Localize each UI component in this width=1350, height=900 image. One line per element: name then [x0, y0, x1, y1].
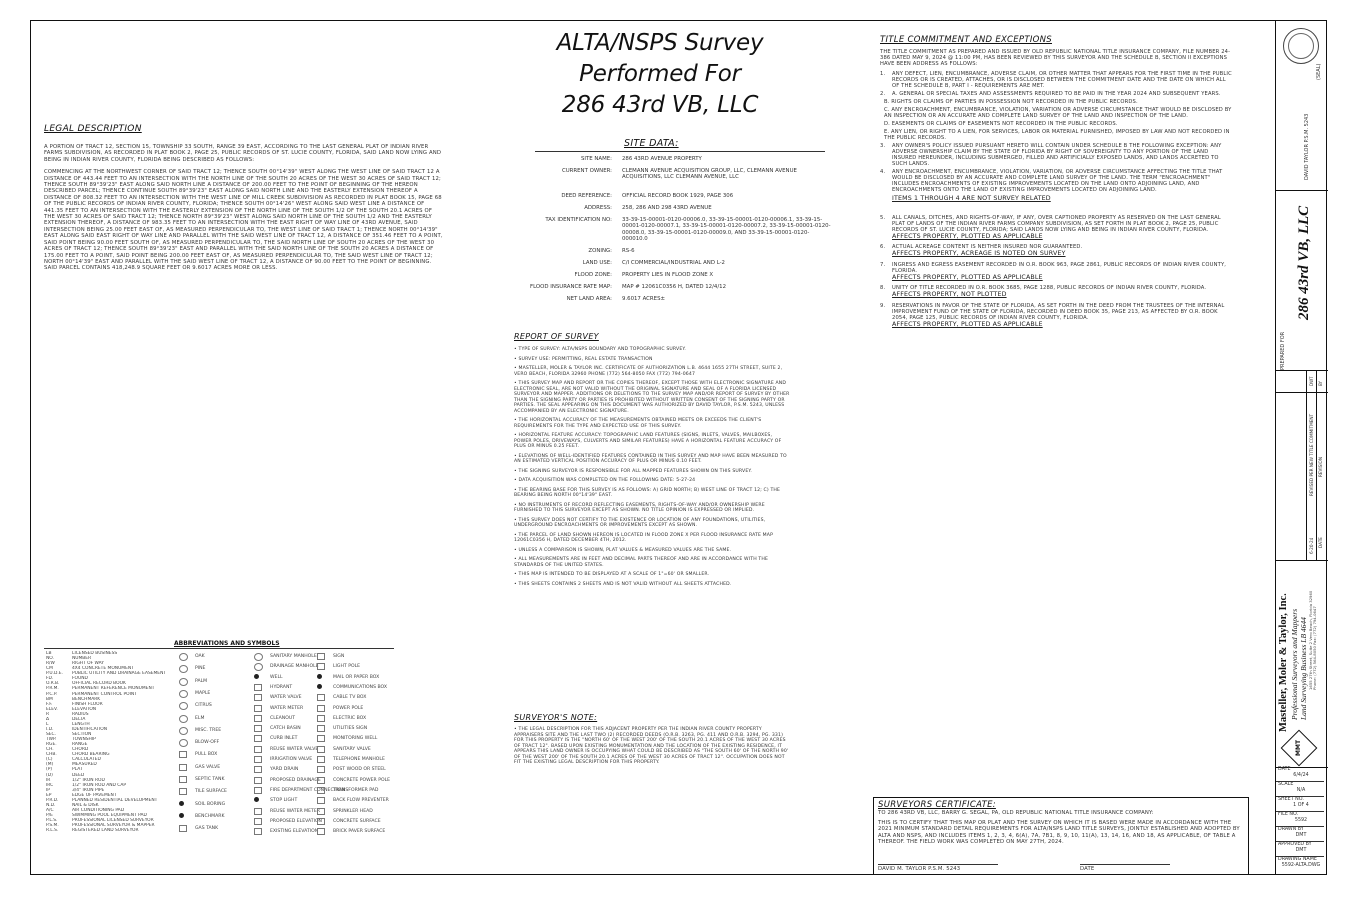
abbreviation-meaning: CALCULATED — [72, 757, 101, 763]
abbreviation-code: IR — [46, 777, 51, 783]
legend-symbol-icon — [254, 684, 262, 691]
abbreviation-code: CH. — [46, 747, 54, 753]
legend-symbol-label: SOIL BORING — [195, 801, 226, 807]
legend-symbol-label: MISC. TREE — [195, 727, 222, 733]
abbreviation-meaning: PROFESSIONAL LICENSED SURVEYOR — [72, 818, 154, 824]
abbreviation-meaning: DEED — [72, 772, 85, 778]
seal-signer: DAVID TAYLOR P.S.M. 5243 — [1304, 113, 1310, 180]
report-heading: REPORT OF SURVEY — [514, 332, 599, 341]
legend-symbol-icon — [254, 787, 262, 794]
abbreviation-meaning: PLANNED RESIDENTIAL DEVELOPMENT — [72, 797, 158, 803]
abbreviation-code: ELEV. — [46, 706, 58, 712]
legend-symbol-label: CURB INLET — [270, 736, 298, 742]
legend-symbol-icon — [317, 715, 325, 722]
tb-by-label: BY — [1318, 381, 1323, 386]
legend-symbol-label: HYDRANT — [270, 684, 293, 690]
abbreviation-meaning: BENCHMARK — [72, 696, 101, 702]
exception-status: AFFECTS PROPERTY, PLOTTED AS APPLICABLE — [892, 320, 1043, 328]
legend-symbol-label: BENCHMARK — [195, 813, 225, 819]
seal-inner-ring — [1288, 33, 1314, 59]
legend-symbol-icon — [179, 764, 187, 771]
legend-symbol-icon — [317, 694, 325, 701]
legal-para-2: COMMENCING AT THE NORTHWEST CORNER OF SAID TRACT 12; THENCE SOUTH 00°14'39" WEST ALONG THE WEST LINE OF SAID TRACT 12 A DISTANCE OF 443.44 FEET TO AN INTERSECTION WITH THE NORTH LINE OF THE SOUTH 20 ACRES OF THE WEST 30 ACRES OF SAID TRACT 12; THENCE SOUTH 89°39'23" EAST ALONG SAID NORTH LINE A DISTANCE OF 200.00 FEET TO THE POINT OF BEGINNING OF THE HEREON DESCRIBED PARCEL; THENCE CONTINUE SOUTH 89°39'23" EAST ALONG SAID NORTH LINE AND THE EASTERLY EXTENSION THEREOF A DISTANCE OF 808.32 FEET TO AN INTERSECTION WITH THE WEST LINE OF MILL CREEK SUBDIVISION AS RECORDED IN PLAT BOOK 15, PAGE 68 OF THE PUBLIC RECORDS OF INDIAN RIVER COUNTY, FLORIDA; THENCE SOUTH 00°14'26" WEST ALONG SAID WEST LINE A DISTANCE OF 441.35 FEET TO AN INTERSECTION WITH THE EASTERLY EXTENSION OF THE NORTH LINE OF THE SOUTH 1/2 OF THE SOUTH 20.1 ACRES OF THE WEST 30 ACRES OF SAID TRACT 12; THENCE NORTH 89°39'23" WEST ALONG SAID NORTH LINE OF THE SOUTH 1/2 AND THE EASTERLY EXTENSION THEREOF, A DISTANCE OF 983.35 FEET TO AN INTERSECTION WITH THE EAST RIGHT OF WAY LINE OF 43RD AVENUE, SAID INTERSECTION BEING 25.00 FEET EAST OF, AS MEASURED PERPENDICULAR TO, THE WEST LINE OF SAID TRACT 1; THENCE NORTH 00°14'39" EAST ALONG SAID EAST RIGHT OF WAY LINE AND PARALLEL WITH THE SAID WEST LINE OF TRACT 12, A DISTANCE OF 351.46 FEET TO A POINT, SAID POINT BEING 90.00 FEET SOUTH OF, AS MEASURED PERPENDICULAR TO, THE SAID NORTH LINE OF SOUTH 20 ACRES OF THE WEST 30 ACRES OF TRACT 12; THENCE SOUTH 89°39'23" EAST AND PARALLEL WITH THE SAID NORTH LINE OF THE SOUTH 20 ACRES A DISTANCE OF 175.00 FEET TO A POINT, SAID POINT BEING 200.00 FEET EAST OF, AS MEASURED PERPENDICULAR TO, THE SAID WEST LINE OF TRACT 12; NORTH 00°14'39" EAST AND PARALLEL WITH THE SAID WEST LINE OF TRACT 12, A DISTANCE OF 90.00 FEET TO THE POINT OF BEGINNING. SAID PARCEL CONTAINS 418,248.9 SQUARE FEET OR 9.6017 ACRES MORE OR LESS. — [44, 169, 443, 272]
legend-symbol-icon — [317, 818, 325, 825]
abbreviation-meaning: ELEVATION — [72, 706, 97, 712]
exception-note: ITEMS 1 THROUGH 4 ARE NOT SURVEY RELATED — [892, 195, 1051, 202]
tb-company-sub2: Land Surveying Business LB 4644 — [1299, 617, 1308, 720]
title-block — [1275, 20, 1327, 875]
seal — [1283, 28, 1319, 64]
exception-status: AFFECTS PROPERTY, PLOTTED AS APPLICABLE — [892, 273, 1043, 281]
legend-symbol-label: REUSE WATER VALVE — [270, 746, 319, 752]
abbreviation-code: NO. — [46, 656, 54, 662]
legend-symbol-icon — [317, 808, 325, 815]
legend-symbol-label: TRANSFORMER PAD — [333, 787, 379, 793]
abbreviation-code: L — [46, 721, 49, 727]
legend-symbol-icon — [254, 705, 262, 712]
report-item: • THIS SURVEY MAP AND REPORT OR THE COPIES THEREOF, EXCEPT THOSE WITH ELECTRONIC SIGNATURE AND ELECTRONIC SEAL, ARE NOT VALID WITHOUT THE ORIGINAL SIGNATURE AND SEAL OF A FLORIDA LICENSED SURVEYOR AND MAPPER. ADDITIONS OR DELETIONS TO THE SURVEY MAP AND/OR REPORT OF SURVEY BY OTHER THAN THE SIGNING PARTY OR PARTIES IS PROHIBITED WITHOUT WRITTEN CONSENT OF THE SIGNING PARTY OR PARTIES. THE SEAL APPEARING ON THIS DOCUMENT WAS AUTHORIZED BY DAVID TAYLOR, P.S.M. 5243, UNLESS ACCOMPANIED BY AN ELECTRONIC SIGNATURE. — [514, 381, 790, 414]
legend-symbol-label: SANITARY VALVE — [333, 746, 371, 752]
tb-company-address: 1655 27th Street, Suite 2 Vero Beach, Florida 32960 Phone: (772) 564-8050 Fax: (772) 794-0647 — [1308, 590, 1318, 690]
abbreviation-code: (D) — [46, 772, 53, 778]
abbreviation-code: O.R.B. — [46, 681, 60, 687]
legend-symbol-icon — [179, 739, 188, 747]
abbreviation-code: P.S.M. — [46, 823, 59, 829]
abbreviation-code: P.R.D. — [46, 797, 59, 803]
legend-symbol-icon — [317, 674, 322, 679]
abbreviation-meaning: OFFICIAL RECORD BOOK — [72, 681, 126, 687]
legend-symbol-icon — [179, 690, 188, 698]
legend-symbol-label: YARD DRAIN — [270, 767, 299, 773]
tb-divider — [1276, 370, 1328, 371]
abbreviation-code: P/E — [46, 813, 53, 818]
legend-symbol-icon — [179, 788, 187, 795]
tb-field: APPROVED BY DMT — [1276, 842, 1324, 857]
legend-symbol-icon — [179, 776, 187, 783]
abbreviation-code: N.D. — [46, 802, 56, 808]
abbreviation-meaning: TOWNSHIP — [72, 737, 96, 743]
legend-symbol-icon — [317, 684, 322, 689]
legend-symbol-icon — [317, 787, 325, 794]
report-item: • DATA ACQUISITION WAS COMPLETED ON THE FOLLOWING DATE: 5-27-24 — [514, 478, 696, 483]
abbreviation-code: P.U.D.E. — [46, 671, 63, 677]
exception-status: AFFECTS PROPERTY, NOT PLOTTED — [892, 291, 1007, 298]
legend-symbol-icon — [254, 777, 262, 784]
legend-symbol-icon — [179, 727, 188, 735]
title-line-1: ALTA/NSPS Survey — [556, 30, 764, 56]
abbreviation-meaning: MEASURED — [72, 762, 97, 768]
abbreviation-code: FD. — [46, 676, 54, 682]
legal-heading: LEGAL DESCRIPTION — [44, 124, 142, 134]
legend-symbol-icon — [254, 828, 262, 835]
legend-symbol-icon — [179, 653, 188, 661]
abbreviation-meaning: NAIL & DISK — [72, 802, 99, 808]
legend-symbol-label: SPRINKLER HEAD — [333, 808, 373, 814]
legend-symbol-label: CATCH BASIN — [270, 726, 301, 732]
exception-item: 8. UNITY OF TITLE RECORDED IN O.R. BOOK 3685, PAGE 1288, PUBLIC RECORDS OF INDIAN RIVER COUNTY, FLORIDA. AFFECTS PROPERTY, NOT PLOTTED — [880, 285, 1232, 299]
abbreviation-meaning: RIGHT OF WAY — [72, 661, 104, 667]
abbreviation-meaning: PUBLIC UTILITY AND DRAINAGE EASEMENT — [72, 671, 167, 677]
exception-status: AFFECTS PROPERTY, ACREAGE IS NOTED ON SURVEY — [892, 250, 1066, 257]
report-item: • UNLESS A COMPARISON IS SHOWN, PLAT VALUES & MEASURED VALUES ARE THE SAME. — [514, 547, 732, 553]
legend-symbol-label: UTILITIES SIGN — [333, 726, 368, 732]
report-item: • THE SIGNING SURVEYOR IS RESPONSIBLE FOR ALL MAPPED FEATURES SHOWN ON THIS SURVEY. — [514, 468, 753, 474]
legend-symbol-icon — [317, 777, 325, 784]
abbreviation-meaning: RADIUS — [72, 711, 89, 717]
legend-symbol-label: GAS TANK — [195, 826, 219, 832]
legal-description — [44, 124, 444, 272]
report-item: • ALL MEASUREMENTS ARE IN FEET AND DECIMAL PARTS THEREOF AND ARE IN ACCORDANCE WITH THE STANDARDS OF THE UNITED STATES. — [514, 557, 769, 568]
exception-item: C. ANY ENCROACHMENT, ENCUMBRANCE, VIOLATION, VARIATION OR ADVERSE CIRCUMSTANCE THAT WOULD BE DISCLOSED BY AN INSPECTION OR AN ACCURATE AND COMPLETE LAND SURVEY OF THE LAND AND INSPECTION OF THE LAND. — [884, 107, 1232, 119]
legend-symbol-label: DRAINAGE MANHOLE — [270, 664, 319, 670]
abbreviation-code: F.F. — [46, 701, 53, 707]
legend-symbol-icon — [317, 705, 325, 712]
abbreviation-code: (M) — [46, 762, 54, 768]
title-commitment-heading: TITLE COMMITMENT AND EXCEPTIONS — [880, 35, 1052, 45]
abbreviation-code: IP — [46, 787, 50, 793]
legend-symbol-icon — [179, 702, 188, 710]
abbreviation-meaning: SWIMMING POOL EQUIPMENT PAD — [72, 813, 147, 818]
legend-symbol-icon — [317, 766, 325, 773]
report-of-survey — [514, 332, 790, 591]
legend-symbol-label: SIGN — [333, 654, 345, 659]
tb-prepared-for: PREPARED FOR — [1280, 331, 1286, 370]
legend-symbol-icon — [254, 766, 262, 773]
legend-symbol-label: PINE — [195, 666, 206, 672]
legend-symbol-icon — [317, 725, 325, 732]
report-item: • MASTELLER, MOLER & TAYLOR INC. CERTIFICATE OF AUTHORIZATION L.B. 4644 1655 27TH STREET, SUITE 2, VERO BEACH, FLORIDA 32960 PHONE (772) 564-8050 FAX (772) 794-0647 — [514, 366, 783, 377]
abbreviation-code: (C) — [46, 757, 53, 763]
legend-symbol-icon — [317, 756, 325, 763]
legend-symbol-icon — [254, 694, 262, 701]
abbreviation-meaning: 4X4 CONCRETE MONUMENT — [72, 666, 134, 672]
tb-revision-text: REVISED PER NEW TITLE COMMITMENT — [1309, 413, 1314, 496]
site-data: SITE DATA: SITE NAME: 286 43RD AVENUE PROPERTY CURRENT OWNER: CLEMANN AVENUE ACQUISITION GROUP, LLC, CLEMANN AVENUE ACQUISITIONS, LLC CLEMANN AVENUE, LLC DEED REFERENCE: OFFICIAL RECORD BOOK 1929, PAGE 306 ADDRESS: 258, 286 AND 298 43RD AVENUE TAX IDENTIFICATION NO: 33-39-15-00001-0120-00006.0, 33-39-15-00001-0120-00006.1, 33-39-15-00001-0120-00007.1, 33-39-15-00001-0120-00007.2, 33-39-15-00001-0120-00008.0, 33-39-15-00001-0120-00009.0, AND 33-39-15-00001-0120-000010.0 ZONING: RS-6 LAND USE: C/I COMMERCIAL/INDUSTRIAL AND L-2 FLOOD ZONE: PROPERTY LIES IN FLOOD ZONE X FLOOD INSURANCE RATE MAP: MAP # 12061C0356 H, DATED 12/4/12 NET LAND AREA: 9.6017 ACRES± — [530, 138, 831, 302]
title-commitment-intro: THE TITLE COMMITMENT AS PREPARED AND ISSUED BY OLD REPUBLIC NATIONAL TITLE INSURANCE COMPANY, FILE NUMBER 24-386 DATED MAY 9, 2024 @ 11:00 PM, HAS BEEN REVIEWED BY THIS SURVEYOR AND THE SCHEDULE B, SECTION II EXCEPTIONS HAVE BEEN ADDRESS AS FOLLOWS: — [880, 49, 1231, 67]
certificate-date-label: DATE — [1080, 864, 1170, 872]
legend-symbol-label: OAK — [195, 654, 205, 659]
legend-symbol-label: CONCRETE POWER POLE — [333, 777, 391, 783]
legend-symbol-icon — [179, 825, 187, 832]
certificate-signer: DAVID M. TAYLOR P.S.M. 5243 — [878, 864, 998, 872]
report-list — [514, 347, 790, 587]
abbreviation-meaning: CHORD — [72, 747, 89, 753]
title-commitment — [880, 35, 1232, 332]
legend-symbol-icon — [179, 665, 188, 673]
legend-symbol-label: WATER METER — [270, 705, 304, 711]
abbreviation-code: RGE. — [46, 742, 57, 748]
legend-symbol-icon — [254, 756, 262, 763]
legend-symbol-icon — [254, 715, 262, 722]
abbreviation-meaning: DELTA — [72, 716, 86, 722]
legend-symbol-label: MONITORING WELL — [333, 736, 378, 742]
abbreviation-meaning: IDENTIFICATION — [72, 726, 107, 732]
legend-symbol-label: BRICK PAVER SURFACE — [333, 829, 386, 835]
legend-symbol-label: COMMUNICATIONS BOX — [333, 684, 388, 690]
exception-list — [880, 71, 1232, 328]
legend-symbol-label: POWER POLE — [333, 705, 364, 711]
tb-logo-text: MMT — [1295, 739, 1302, 756]
abbreviation-meaning: SECTION — [72, 732, 92, 737]
tb-revision-date: 6-20-24 — [1309, 537, 1314, 554]
exception-item: 7. INGRESS AND EGRESS EASEMENT RECORDED IN O.R. BOOK 963, PAGE 2861, PUBLIC RECORDS OF INDIAN RIVER COUNTY, FLORIDA. AFFECTS PROPERTY, PLOTTED AS APPLICABLE — [880, 262, 1232, 282]
tb-field: DRAWN BY DMT — [1276, 827, 1324, 842]
legend-symbol-label: ELECTRIC BOX — [333, 715, 367, 721]
report-item: • THE PARCEL OF LAND SHOWN HEREON IS LOCATED IN FLOOD ZONE X PER FLOOD INSURANCE RATE MAP 12061C0356 H, DATED DECEMBER 4TH, 2012. — [514, 532, 773, 543]
legend-symbol-label: BLOW-OFF — [195, 740, 220, 746]
legend-symbol-label: PROPOSED DRAINAGE — [270, 777, 321, 783]
legend-symbol-icon — [179, 801, 184, 806]
legend-symbol-label: GAS VALVE — [195, 764, 221, 770]
exception-status: AFFECTS PROPERTY, PLOTTED AS APPLICABLE — [892, 232, 1043, 240]
legend-symbol-icon — [254, 653, 263, 661]
legal-para-1: A PORTION OF TRACT 12, SECTION 15, TOWNSHIP 33 SOUTH, RANGE 39 EAST, ACCORDING TO THE LAST GENERAL PLAT OF INDIAN RIVER FARMS SUBDIVISION, AS RECORDED IN PLAT BOOK 2, PAGE 25, PUBLIC RECORDS OF ST. LUCIE COUNTY, FLORIDA, SAID LAND NOW LYING AND BEING IN INDIAN RIVER COUNTY, FLORIDA BEING DESCRIBED AS FOLLOWS: — [44, 144, 442, 163]
legend-symbol-icon — [254, 818, 262, 825]
abbreviation-code: SEC. — [46, 732, 57, 737]
abbreviation-meaning: FINISH FLOOR — [72, 701, 103, 707]
exception-item: 9. RESERVATIONS IN FAVOR OF THE STATE OF FLORIDA, AS SET FORTH IN THE DEED FROM THE TRUSTEES OF THE INTERNAL IMPROVEMENT FUND OF THE STATE OF FLORIDA, RECORDED IN DEED BOOK 35, PAGE 213, AS AFFECTED BY O.R. BOOK 2054, PAGE 125, PUBLIC RECORDS OF INDIAN RIVER COUNTY, FLORIDA. AFFECTS PROPERTY, PLOTTED AS APPLICABLE — [880, 303, 1232, 329]
report-item: • NO INSTRUMENTS OF RECORD REFLECTING EASEMENTS, RIGHTS-OF-WAY AND/OR OWNERSHIP WERE FURNISHED TO THIS SURVEYOR EXCEPT AS SHOWN. NO TITLE OPINION IS EXPRESSED OR IMPLIED. — [514, 502, 765, 513]
abbreviation-meaning: FOUND — [72, 676, 88, 682]
symbol-column-1 — [179, 654, 249, 839]
abbreviation-meaning: EDGE OF PAVEMENT — [72, 792, 117, 798]
legend-symbol-label: LIGHT POLE — [333, 664, 361, 670]
abbreviation-meaning: PERMANENT REFERENCE MONUMENT — [72, 686, 155, 692]
abbreviation-code: BM — [46, 696, 53, 702]
abbreviation-row — [46, 828, 176, 833]
tb-rev-col-line — [1316, 370, 1317, 560]
abbreviation-meaning: 3/4" IRON PIPE — [72, 787, 105, 793]
legend-symbol-label: IRRIGATION VALVE — [270, 757, 313, 762]
legend-symbol-label: CITRUS — [195, 703, 212, 709]
report-item: • HORIZONTAL FEATURE ACCURACY: TOPOGRAPHIC LAND FEATURES (SIGNS, INLETS, VALVES, MAILBOXES, POWER POLES, DRIVEWAYS, CULVERTS AND SIMILAR FEATURES) HAVE A HORIZONTAL FEATURE ACCURACY OF PLUS OR MINUS 0.25 FEET. — [514, 433, 782, 449]
tb-field: DATE 6/4/24 — [1276, 767, 1324, 782]
legend-symbol-label: WELL — [270, 674, 283, 680]
tb-company: Masteller, Moler & Taylor, Inc. — [1278, 593, 1289, 732]
tb-field: SCALE N/A — [1276, 782, 1324, 797]
legend-symbol-label: BACK FLOW PREVENTER — [333, 798, 389, 804]
report-item: • THE BEARING BASE FOR THIS SURVEY IS AS FOLLOWS: A) GRID NORTH; B) WEST LINE OF TRACT 12; C) THE BEARING BEING NORTH 00°14'39" EAST. — [514, 487, 781, 498]
legend-symbol-label: POST WOOD OR STEEL — [333, 767, 386, 773]
abbreviation-code: LB — [46, 651, 52, 656]
legend-symbol-label: FIRE DEPARTMENT CONNECTION — [270, 787, 345, 793]
report-item: • THIS MAP IS INTENDED TO BE DISPLAYED AT A SCALE OF 1"=60' OR SMALLER. — [514, 572, 710, 577]
tb-field: FILE NO. 5592 — [1276, 812, 1324, 827]
legend-symbol-icon — [254, 735, 262, 742]
legend-symbol-label: TILE SURFACE — [195, 789, 227, 795]
legend-symbol-label: MAPLE — [195, 690, 211, 696]
abbreviation-meaning: REGISTERED LAND SURVEYOR — [72, 828, 139, 834]
legend-symbol-icon — [254, 725, 262, 732]
legend-symbol-icon — [317, 653, 325, 660]
survey-title — [530, 28, 790, 121]
legend-symbol-label: REUSE WATER METER — [270, 808, 320, 814]
abbreviation-meaning: AIR CONDITIONING PAD — [72, 807, 125, 813]
tb-revision-header: REVISION — [1318, 457, 1323, 477]
legend-symbol-label: STOP LIGHT — [270, 798, 298, 804]
abbreviation-code: TWP. — [46, 737, 57, 743]
exception-item: D. EASEMENTS OR CLAIMS OF EASEMENTS NOT RECORDED IN THE PUBLIC RECORDS. — [884, 121, 1118, 127]
legend-symbol-label: SANITARY MANHOLE — [270, 654, 317, 659]
abbreviation-meaning: 1/2" IRON ROD AND CAP — [72, 782, 127, 788]
abbreviation-code: EP — [46, 792, 52, 798]
title-line-2: Performed For — [579, 61, 741, 87]
exception-item: 4. ANY ENCROACHMENT, ENCUMBRANCE, VIOLATION, VARIATION, OR ADVERSE CIRCUMSTANCE AFFECTING THE TITLE THAT WOULD BE DISCLOSED BY AN ACCURATE AND COMPLETE LAND SURVEY OF THE LAND. THE TERM "ENCROACHMENT" INCLUDES ENCROACHMENTS OF EXISTING IMPROVEMENTS LOCATED ON THE LAND ONTO ADJOINING LAND, AND ENCROACHMENTS ONTO THE LAND OF EXISTING IMPROVEMENTS LOCATED ON ADJOINING LAND. — [880, 169, 1223, 193]
abbreviation-code: P.C.P. — [46, 691, 58, 697]
abbreviation-code: R.L.S. — [46, 828, 59, 834]
legend-symbol-label: TELEPHONE MANHOLE — [333, 757, 385, 762]
tb-divider — [1276, 190, 1328, 191]
report-item: • ELEVATIONS OF WELL-IDENTIFIED FEATURES CONTAINED IN THIS SURVEY AND MAP HAVE BEEN MEASURED TO AN ESTIMATED VERTICAL POSITION ACCURACY OF PLUS OR MINUS 0.10 FEET. — [514, 453, 787, 464]
site-heading: SITE DATA: — [624, 138, 679, 149]
legend-symbol-label: EXISTING ELEVATION — [270, 829, 319, 835]
tb-client: 286 43rd VB, LLC — [1296, 205, 1312, 320]
legend-symbol-icon — [317, 746, 325, 753]
abbreviation-code: R — [46, 711, 50, 717]
abbreviation-meaning: PLAT — [72, 767, 83, 773]
legend-symbol-icon — [254, 808, 262, 815]
tb-company-sub1: Professional Surveyors and Mappers — [1290, 608, 1299, 720]
tb-field: DRAWING NAME 5592-ALTA.DWG — [1278, 857, 1321, 868]
report-item: • SURVEY USE: PERMITTING, REAL ESTATE TRANSACTION — [514, 356, 653, 362]
legend-symbol-label: ELM — [195, 715, 205, 721]
legend-symbol-label: MAIL OR PAPER BOX — [333, 674, 380, 680]
abbreviation-code: Δ — [46, 716, 50, 722]
abbreviation-code: P.L.S. — [46, 818, 58, 824]
legend-symbol-icon — [317, 735, 325, 742]
exception-item: 5. ALL CANALS, DITCHES, AND RIGHTS-OF-WAY, IF ANY, OVER CAPTIONED PROPERTY AS RESERVED ON THE LAST GENERAL PLAT OF LANDS OF THE INDIAN RIVER FARMS COMPANY SUBDIVISION, AS SET FORTH IN PLAT BOOK 2, PAGE 25, PUBLIC RECORDS OF ST. LUCIE COUNTY, FLORIDA; SAID LANDS NOW LYING AND BEING IN INDIAN RIVER COUNTY, FLORIDA. AFFECTS PROPERTY, PLOTTED AS APPLICABLE — [880, 215, 1232, 241]
abbreviation-code: CM — [46, 666, 53, 672]
legend-symbol-icon — [317, 828, 325, 835]
legend-symbol-icon — [254, 663, 263, 671]
legend-symbol-label: PULL BOX — [195, 752, 218, 758]
exception-item: B. RIGHTS OR CLAIMS OF PARTIES IN POSSESSION NOT RECORDED IN THE PUBLIC RECORDS. — [884, 99, 1138, 105]
abbreviation-meaning: LENGTH — [72, 721, 90, 727]
legend-symbol-label: PALM — [195, 678, 208, 684]
report-item: • THE HORIZONTAL ACCURACY OF THE MEASUREMENTS OBTAINED MEETS OR EXCEEDS THE CLIENT'S REQUIREMENTS FOR THE TYPE AND EXPECTED USE OF THIS SURVEY. — [514, 418, 762, 429]
exception-item: 1. ANY DEFECT, LIEN, ENCUMBRANCE, ADVERSE CLAIM, OR OTHER MATTER THAT APPEARS FOR THE FIRST TIME IN THE PUBLIC RECORDS OR IS CREATED, ATTACHES, OR IS DISCLOSED BETWEEN THE COMMITMENT DATE AND THE DATE ON WHICH ALL OF THE SCHEDULE B, PART I - REQUIREMENTS ARE MET. — [880, 71, 1232, 89]
abbreviation-code: CHB. — [46, 752, 57, 758]
legend-symbol-label: WATER VALVE — [270, 695, 302, 701]
exception-item: E. ANY LIEN, OR RIGHT TO A LIEN, FOR SERVICES, LABOR OR MATERIAL FURNISHED, IMPOSED BY LAW AND NOT RECORDED IN THE PUBLIC RECORDS. — [884, 129, 1230, 141]
exception-item: 2. A. GENERAL OR SPECIAL TAXES AND ASSESSMENTS REQUIRED TO BE PAID IN THE YEAR 2024 AND SUBSEQUENT YEARS. — [880, 91, 1221, 97]
certificate-heading: SURVEYORS CERTIFICATE: — [878, 800, 996, 810]
abbreviation-code: R/W — [46, 661, 55, 667]
tb-divider — [1276, 560, 1328, 561]
abbreviation-meaning: PROFESSIONAL SURVEYOR & MAPPER — [72, 823, 155, 829]
site-heading-rule — [535, 151, 825, 152]
legend-symbol-icon — [317, 797, 325, 804]
abbreviation-list — [46, 651, 176, 833]
report-item: • TYPE OF SURVEY: ALTA/NSPS BOUNDARY AND TOPOGRAPHIC SURVEY. — [514, 347, 687, 352]
abbreviation-meaning: RANGE — [72, 742, 88, 748]
abbreviation-code: (P) — [46, 767, 53, 773]
legend-symbol-icon — [179, 715, 188, 723]
surveyors-certificate — [873, 797, 1249, 875]
legend-symbol-label: CABLE TV BOX — [333, 695, 367, 701]
abbreviation-meaning: PERMANENT CONTROL POINT — [72, 691, 137, 697]
tb-date-header: DATE — [1318, 537, 1323, 548]
tb-field: SHEET NO. 1 OF 4 — [1276, 797, 1324, 812]
certificate-text: THIS IS TO CERTIFY THAT THIS MAP OR PLAT AND THE SURVEY ON WHICH IT IS BASED WERE MADE IN ACCORDANCE WITH THE 2021 MINIMUM STANDARD DETAIL REQUIREMENTS FOR ALTA/NSPS LAND TITLE SURVEYS, JOINTLY ESTABLISHED AND ADOPTED BY ALTA AND NSPS, AND INCLUDES ITEMS 1, 2, 3, 4, 6(A), 7A, 7B1, 8, 9, 10, 11(A), 13, 14, 16, AND 18, AS APPLICABLE, OF TABLE A THEREOF. THE FIELD WORK WAS COMPLETED ON MAY 27TH, 2024. — [878, 820, 1240, 845]
abbreviation-meaning: NUMBER — [72, 656, 92, 662]
legend-symbol-icon — [254, 797, 259, 802]
exception-item: 3. ANY OWNER'S POLICY ISSUED PURSUANT HERETO WILL CONTAIN UNDER SCHEDULE B THE FOLLOWING EXCEPTION: ANY ADVERSE OWNERSHIP CLAIM BY THE STATE OF FLORIDA BY RIGHT OF SOVEREIGNTY TO ANY PORTION OF THE LAND INSURED HEREUNDER, INCLUDING SUBMERGED, FILLED AND ARTIFICIALLY EXPOSED LANDS, AND LANDS ACCRETED TO SUCH LANDS. — [880, 143, 1222, 167]
abbreviations-rule — [44, 648, 394, 649]
abbreviation-meaning: CHORD BEARING — [72, 752, 110, 758]
legend-symbol-label: PROPOSED ELEVATION — [270, 818, 322, 824]
legend-symbol-icon — [179, 813, 184, 818]
tb-dwn-label: DWT — [1309, 376, 1314, 386]
abbreviations-symbols — [44, 640, 394, 840]
seal-label: (SEAL) — [1316, 63, 1322, 80]
legend-symbol-icon — [254, 674, 259, 679]
legend-symbol-icon — [179, 751, 187, 758]
report-item: • THIS SURVEY DOES NOT CERTIFY TO THE EXISTENCE OR LOCATION OF ANY FOUNDATIONS, UTILITIES, UNDERGROUND ENCROACHMENTS OR IMPROVEMENTS EXCEPT AS SHOWN. — [514, 517, 766, 528]
surveyor-note-text: • THE LEGAL DESCRIPTION FOR THIS ADJACENT PROPERTY PER THE INDIAN RIVER COUNTY PROPERTY APPRAISERS SITE AND THE LAST TWO (2) RECORDED DEEDS (O.R.B. 3263, PG. 411 AND O.R.B. 3294, PG. 331) FOR THIS PROPERTY IS THE "NORTH 60' OF THE WEST 200' OF THE SOUTH 20.1 ACRES OF THE WEST 30 ACRES OF TRACT 12". BASED UPON EXISTING MONUMENTATION AND THE LOCATION OF THE EXISTING RESIDENCE, IT APPEARS THIS LAND OWNER IS OCCUPYING WHAT COULD BE DESCRIBED AS "THE SOUTH 60' OF THE NORTH 90' OF THE WEST 200' OF THE SOUTH 20.1 ACRES OF THE WEST 30 ACRES OF TRACT 12". OCCUPATION DOES NOT FIT THE EXISTING LEGAL DESCRIPTION FOR THIS PROPERTY. — [514, 727, 789, 765]
exception-item: 6. ACTUAL ACREAGE CONTENT IS NEITHER INSURED NOR GUARANTEED. AFFECTS PROPERTY, ACREAGE IS NOTED ON SURVEY — [880, 244, 1232, 258]
abbreviation-meaning: LICENSED BUSINESS — [72, 651, 118, 656]
tb-rev-col-line — [1306, 370, 1307, 560]
legend-symbol-icon — [179, 678, 188, 686]
abbreviation-code: P.R.M. — [46, 686, 59, 692]
legend-symbol-icon — [317, 663, 325, 670]
legend-symbol-label: CLEANOUT — [270, 715, 296, 721]
tb-rev-row-line — [1276, 392, 1328, 393]
surveyor-note — [514, 713, 790, 766]
symbol-column-3 — [317, 654, 397, 839]
legend-symbol-label: SEPTIC TANK — [195, 777, 225, 782]
legend-symbol-icon — [254, 746, 262, 753]
abbreviation-code: A/C — [46, 807, 54, 813]
legend-symbol-label: CONCRETE SURFACE — [333, 818, 381, 824]
abbreviations-heading: ABBREVIATIONS AND SYMBOLS — [174, 640, 280, 647]
title-line-3: 286 43rd VB, LLC — [561, 92, 759, 118]
abbreviation-code: IRC — [46, 782, 54, 788]
abbreviation-meaning: 1/2" IRON ROD — [72, 777, 105, 783]
surveyor-note-heading: SURVEYOR'S NOTE: — [514, 713, 598, 722]
abbreviation-code: I.D. — [46, 726, 54, 732]
report-item: • THIS SHEETS CONTAINS 2 SHEETS AND IS NOT VALID WITHOUT ALL SHEETS ATTACHED. — [514, 581, 732, 587]
certificate-to: TO 286 43RD VB, LLC, BARRY G. SEGAL, PA, OLD REPUBLIC NATIONAL TITLE INSURANCE COMPANY: — [878, 810, 1154, 816]
